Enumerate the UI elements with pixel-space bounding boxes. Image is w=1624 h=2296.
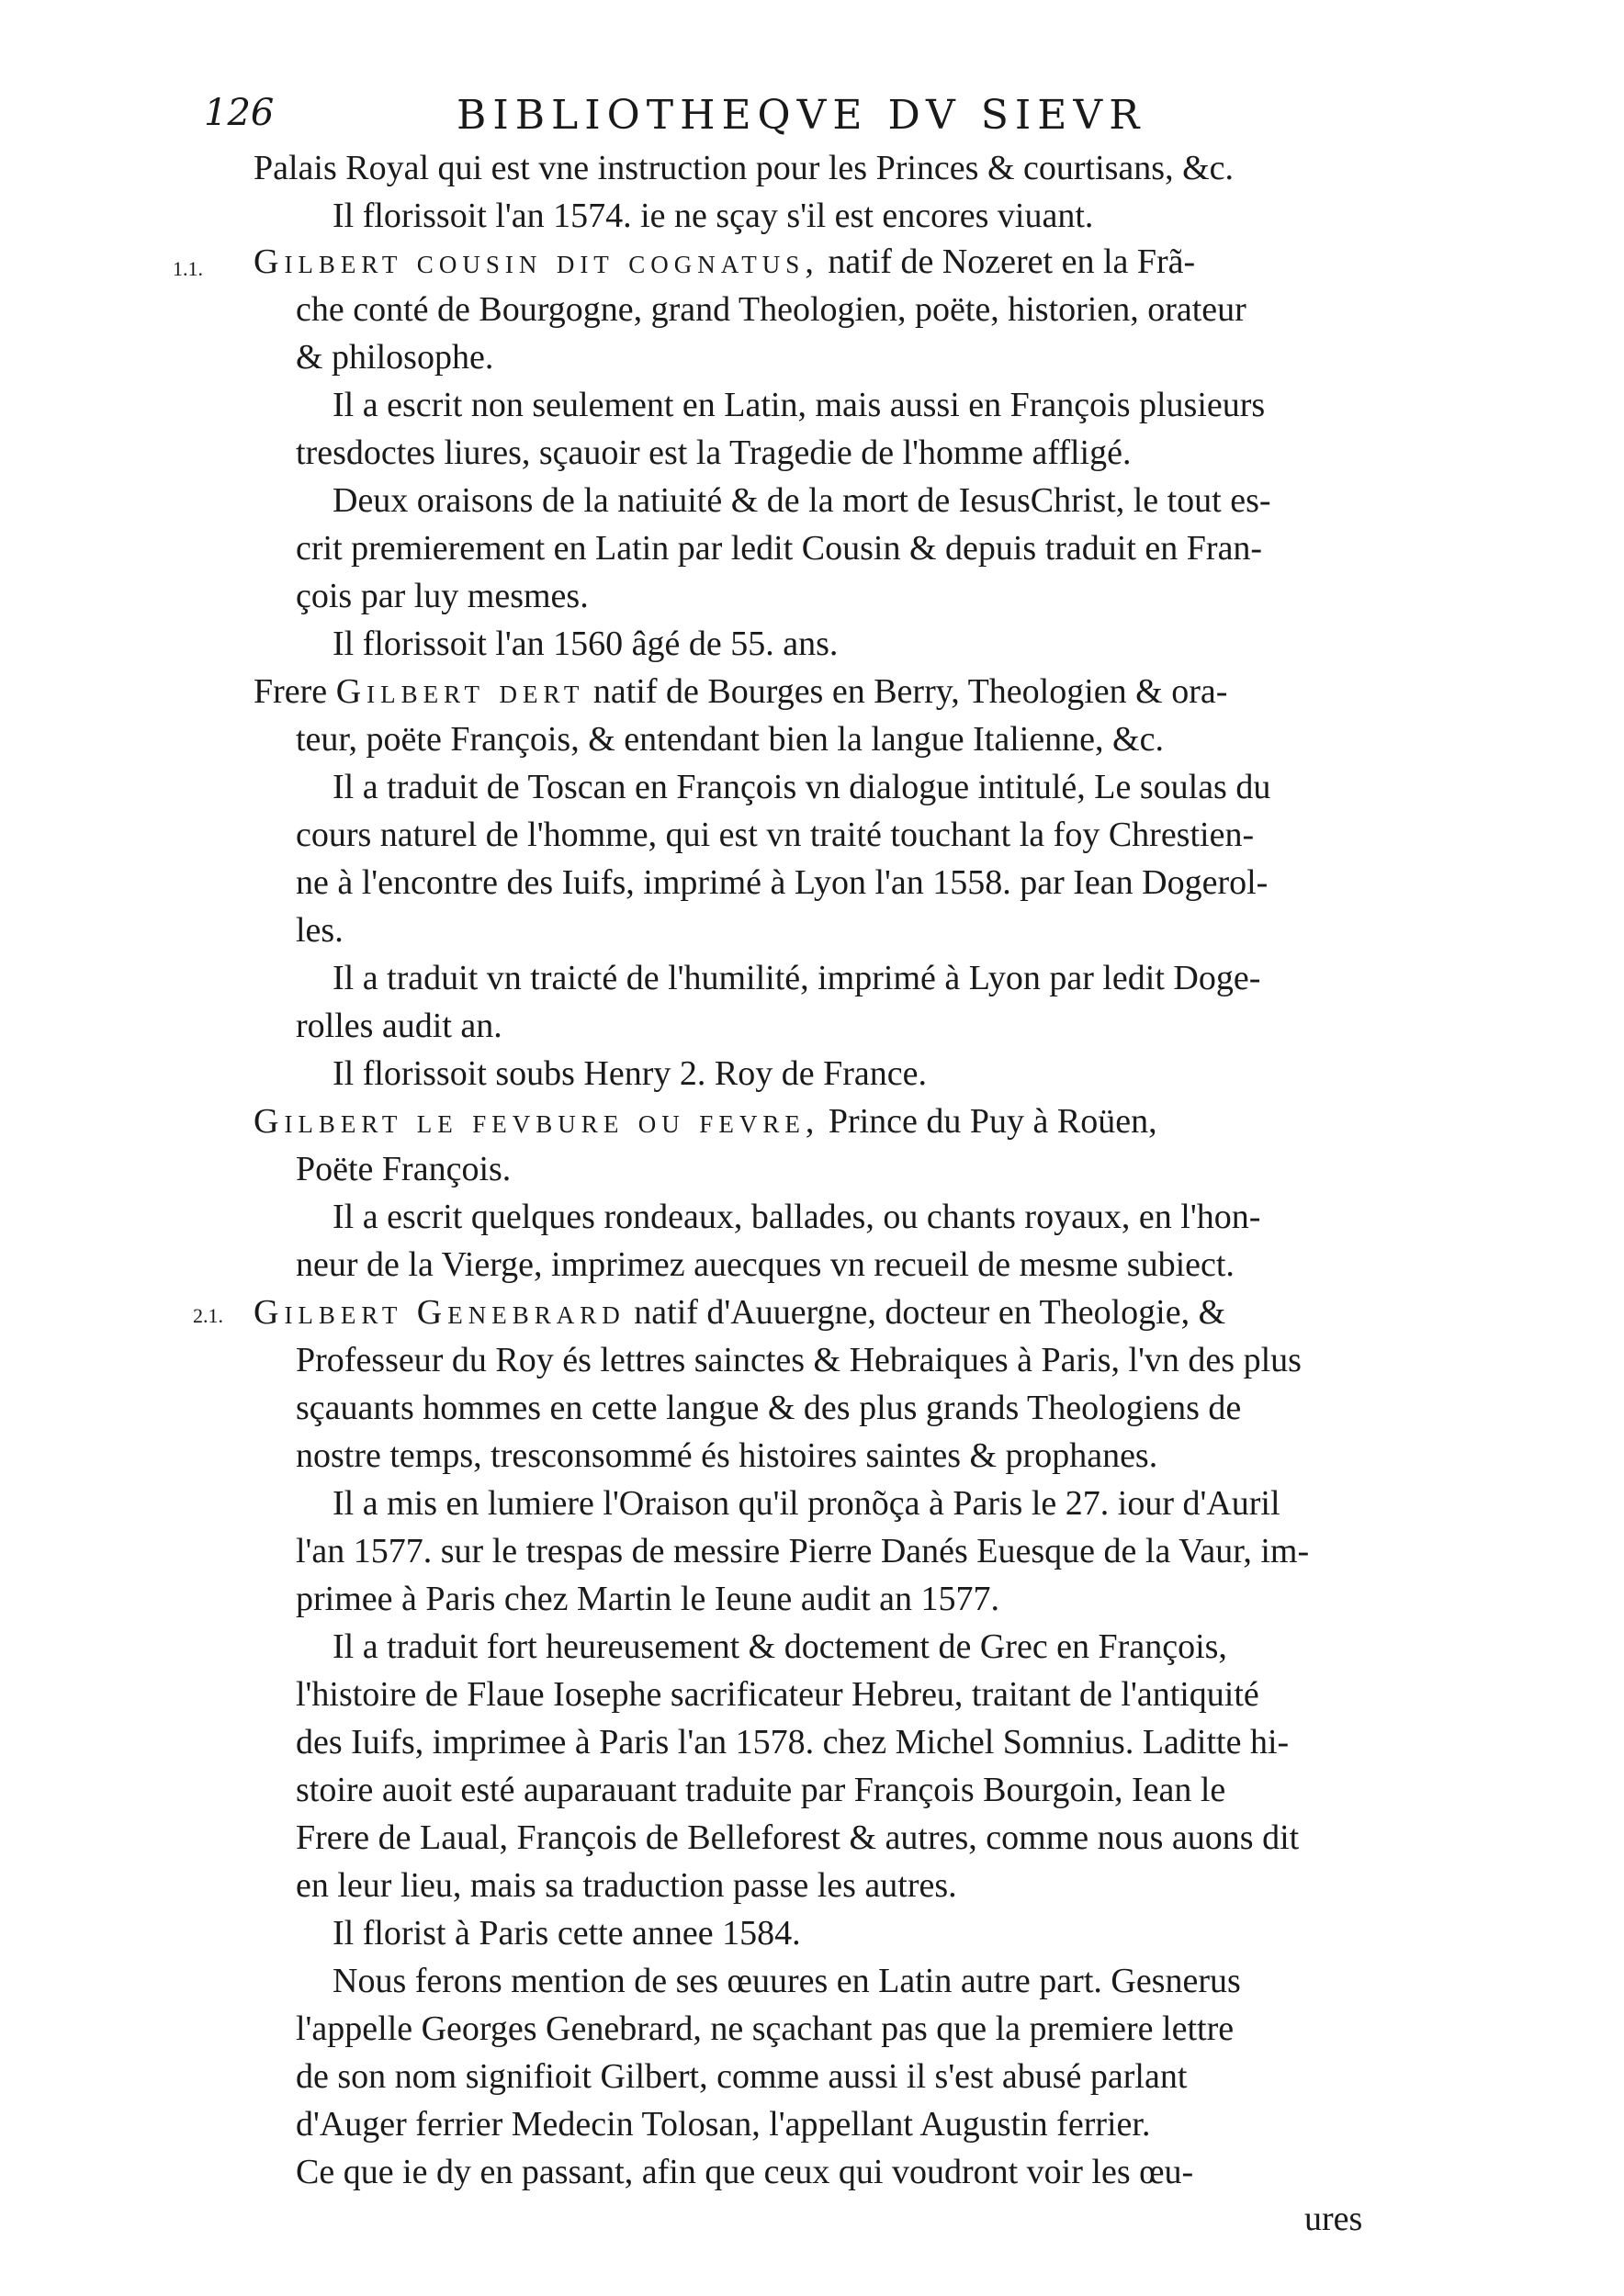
text-line: Professeur du Roy és lettres sainctes & Hebraiques à Paris, l'vn des plus — [296, 1341, 1302, 1379]
text-line: Il a escrit quelques rondeaux, ballades, ou chants royaux, en l'hon- — [333, 1198, 1261, 1236]
text-line: tresdoctes liures, sçauoir est la Tragedie de l'homme affligé. — [296, 433, 1132, 472]
text-line: l'an 1577. sur le trespas de messire Pierre Danés Euesque de la Vaur, im- — [296, 1532, 1310, 1570]
text-line: Il a mis en lumiere l'Oraison qu'il pronõça à Paris le 27. iour d'Auril — [333, 1484, 1280, 1523]
text-line: l'histoire de Flaue Iosephe sacrificateur Hebreu, traitant de l'antiquité — [296, 1675, 1259, 1714]
text-line: neur de la Vierge, imprimez auecques vn recueil de mesme subiect. — [296, 1245, 1235, 1284]
text-line: Il a traduit de Toscan en François vn dialogue intitulé, Le soulas du — [333, 768, 1271, 806]
text-line: de son nom signifioit Gilbert, comme aussi il s'est abusé parlant — [296, 2057, 1188, 2096]
text-line: Deux oraisons de la natiuité & de la mort de IesusChrist, le tout es- — [333, 481, 1271, 520]
text-line: crit premierement en Latin par ledit Cousin & depuis traduit en Fran- — [296, 529, 1263, 568]
text-line: d'Auger ferrier Medecin Tolosan, l'appellant Augustin ferrier. — [296, 2105, 1151, 2144]
margin-note: 2.1. — [193, 1304, 223, 1327]
text-line: rolles audit an. — [296, 1007, 502, 1045]
author-name: Gilbert le fevbure ou fevre, — [254, 1102, 820, 1141]
text-line: Il florist à Paris cette annee 1584. — [333, 1914, 801, 1953]
text-line: l'appelle Georges Genebrard, ne sçachant pas que la premiere lettre — [296, 2009, 1235, 2048]
catchword: ures — [1304, 2200, 1363, 2238]
text-line: Poëte François. — [296, 1150, 512, 1188]
author-name: Gilbert dert — [335, 672, 585, 711]
author-name: Gilbert Genebrard — [254, 1293, 626, 1332]
text-line: stoire auoit esté auparauant traduite par François Bourgoin, Iean le — [296, 1771, 1226, 1809]
text-line: Il a escrit non seulement en Latin, mais aussi en François plusieurs — [333, 386, 1266, 424]
text-line: Il florissoit l'an 1560 âgé de 55. ans. — [333, 625, 839, 663]
entry-heading-line: Gilbert Genebrard natif d'Auuergne, docteur en Theologie, & — [254, 1293, 1226, 1332]
text-line: Ce que ie dy en passant, afin que ceux qui voudront voir les œu- — [296, 2153, 1194, 2191]
entry-heading-line: Frere Gilbert dert natif de Bourges en Berry, Theologien & ora- — [254, 672, 1228, 711]
text-line: des Iuifs, imprimee à Paris l'an 1578. chez Michel Somnius. Laditte hi- — [296, 1723, 1290, 1761]
text-line: Frere de Laual, François de Belleforest & autres, comme nous auons dit — [296, 1818, 1300, 1857]
text-line: Palais Royal qui est vne instruction pour les Princes & courtisans, &c. — [254, 149, 1235, 187]
text-line: sçauants hommes en cette langue & des plus grands Theologiens de — [296, 1389, 1242, 1427]
running-header — [204, 92, 1380, 147]
text-line: & philosophe. — [296, 338, 494, 377]
text-line: Il florissoit soubs Henry 2. Roy de France. — [333, 1054, 927, 1093]
text-line: Il a traduit fort heureusement & doctement de Grec en François, — [333, 1627, 1227, 1666]
running-title: BIBLIOTHEQVE DV SIEVR — [457, 92, 1146, 139]
margin-note: 1.1. — [173, 257, 203, 280]
text-line: ne à l'encontre des Iuifs, imprimé à Lyon l'an 1558. par Iean Dogerol- — [296, 863, 1269, 902]
text-line: che conté de Bourgogne, grand Theologien, poëte, historien, orateur — [296, 290, 1246, 329]
text-line: les. — [296, 911, 344, 950]
entry-heading-line: Gilbert cousin dit cognatus, natif de Nozeret en la Frã- — [254, 242, 1196, 281]
text-line: Il florissoit l'an 1574. ie ne sçay s'il est encores viuant. — [333, 197, 1094, 235]
text-line: çois par luy mesmes. — [296, 577, 589, 615]
text-line: teur, poëte François, & entendant bien la langue Italienne, &c. — [296, 720, 1164, 759]
text-line: Il a traduit vn traicté de l'humilité, imprimé à Lyon par ledit Doge- — [333, 959, 1261, 997]
author-name: Gilbert cousin dit cognatus, — [254, 242, 819, 281]
text-line: Nous ferons mention de ses œuures en Latin autre part. Gesnerus — [333, 1962, 1241, 2000]
entry-heading-line: Gilbert le fevbure ou fevre, Prince du Puy à Roüen, — [254, 1102, 1157, 1141]
text-line: primee à Paris chez Martin le Ieune audit an 1577. — [296, 1580, 1000, 1618]
text-line: en leur lieu, mais sa traduction passe les autres. — [296, 1866, 957, 1905]
page-number: 126 — [204, 92, 275, 134]
text-line: nostre temps, tresconsommé és histoires saintes & prophanes. — [296, 1436, 1158, 1475]
text-line: cours naturel de l'homme, qui est vn traité touchant la foy Chrestien- — [296, 816, 1255, 854]
